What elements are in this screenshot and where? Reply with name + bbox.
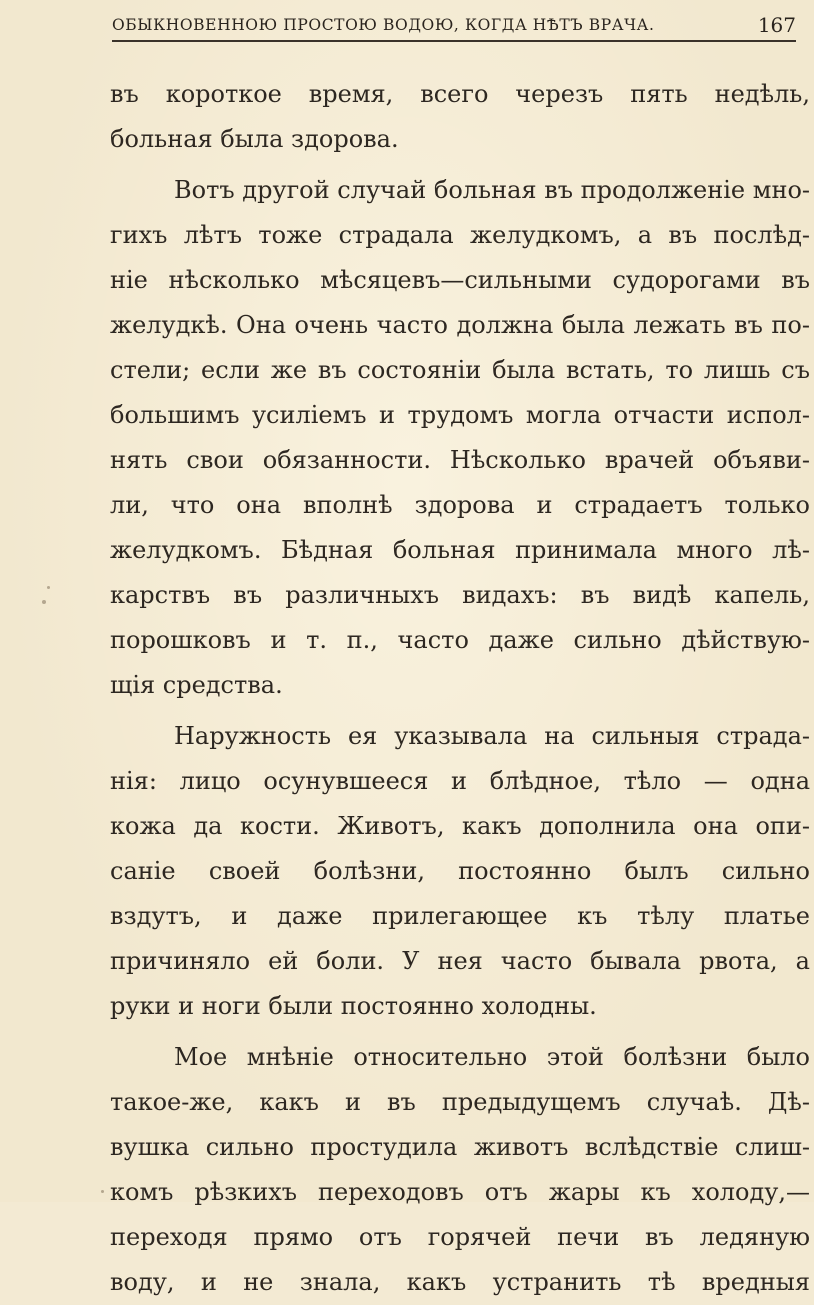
text-line: вушка сильно простудила животъ вслѣдствіе слиш- xyxy=(110,1133,810,1161)
text-line: порошковъ и т. п., часто даже сильно дѣйствую- xyxy=(110,626,810,654)
text-line: карствъ въ различныхъ видахъ: въ видѣ капель, xyxy=(110,581,810,609)
text-line: большимъ усиліемъ и трудомъ могла отчасти испол- xyxy=(110,401,810,429)
text-line: въ короткое время, всего черезъ пять недѣль, xyxy=(110,80,810,108)
paper-blemish xyxy=(42,600,46,604)
text-line: вздутъ, и даже прилегающее къ тѣлу платье xyxy=(110,902,810,930)
text-line: переходя прямо отъ горячей печи въ ледяную xyxy=(110,1223,810,1251)
text-line: ли, что она вполнѣ здорова и страдаетъ только xyxy=(110,491,810,519)
text-body xyxy=(110,72,810,1305)
text-line: причиняло ей боли. У нея часто бывала рвота, а xyxy=(110,947,810,975)
text-line: больная была здорова. xyxy=(110,125,399,153)
paper-blemish xyxy=(101,1190,104,1193)
text-line: саніе своей болѣзни, постоянно былъ сильно xyxy=(110,857,810,885)
text-line: щія средства. xyxy=(110,671,283,699)
text-line: желудкѣ. Она очень часто должна была лежать въ по- xyxy=(110,311,810,339)
text-line: такое-же, какъ и въ предыдущемъ случаѣ. Дѣ- xyxy=(110,1088,810,1116)
text-line: гихъ лѣтъ тоже страдала желудкомъ, а въ послѣд- xyxy=(110,221,810,249)
text-line: ніе нѣсколько мѣсяцевъ—сильными судорогами въ xyxy=(110,266,810,294)
text-line: комъ рѣзкихъ переходовъ отъ жары къ холоду,— xyxy=(110,1178,810,1206)
page-number: 167 xyxy=(757,14,796,37)
text-line: желудкомъ. Бѣдная больная принимала много лѣ- xyxy=(110,536,810,564)
text-line: стели; если же въ состояніи была встать, то лишь съ xyxy=(110,356,810,384)
text-line: кожа да кости. Животъ, какъ дополнила она опи- xyxy=(110,812,810,840)
text-line: воду, и не знала, какъ устранить тѣ вредныя xyxy=(110,1268,810,1296)
text-line: Вотъ другой случай больная въ продолженіе мно- xyxy=(174,176,810,204)
text-line: руки и ноги были постоянно холодны. xyxy=(110,992,597,1020)
running-head-title: ОБЫКНОВЕННОЮ ПРОСТОЮ ВОДОЮ, КОГДА НѢТЪ ВРАЧА. xyxy=(112,16,655,34)
text-line: Мое мнѣніе относительно этой болѣзни было xyxy=(174,1043,810,1071)
text-line: нія: лицо осунувшееся и блѣдное, тѣло — одна xyxy=(110,767,810,795)
header-rule xyxy=(112,40,796,42)
text-line: Наружность ея указывала на сильныя страда- xyxy=(174,722,810,750)
text-line: нять свои обязанности. Нѣсколько врачей объяви- xyxy=(110,446,810,474)
paper-blemish xyxy=(47,586,50,589)
